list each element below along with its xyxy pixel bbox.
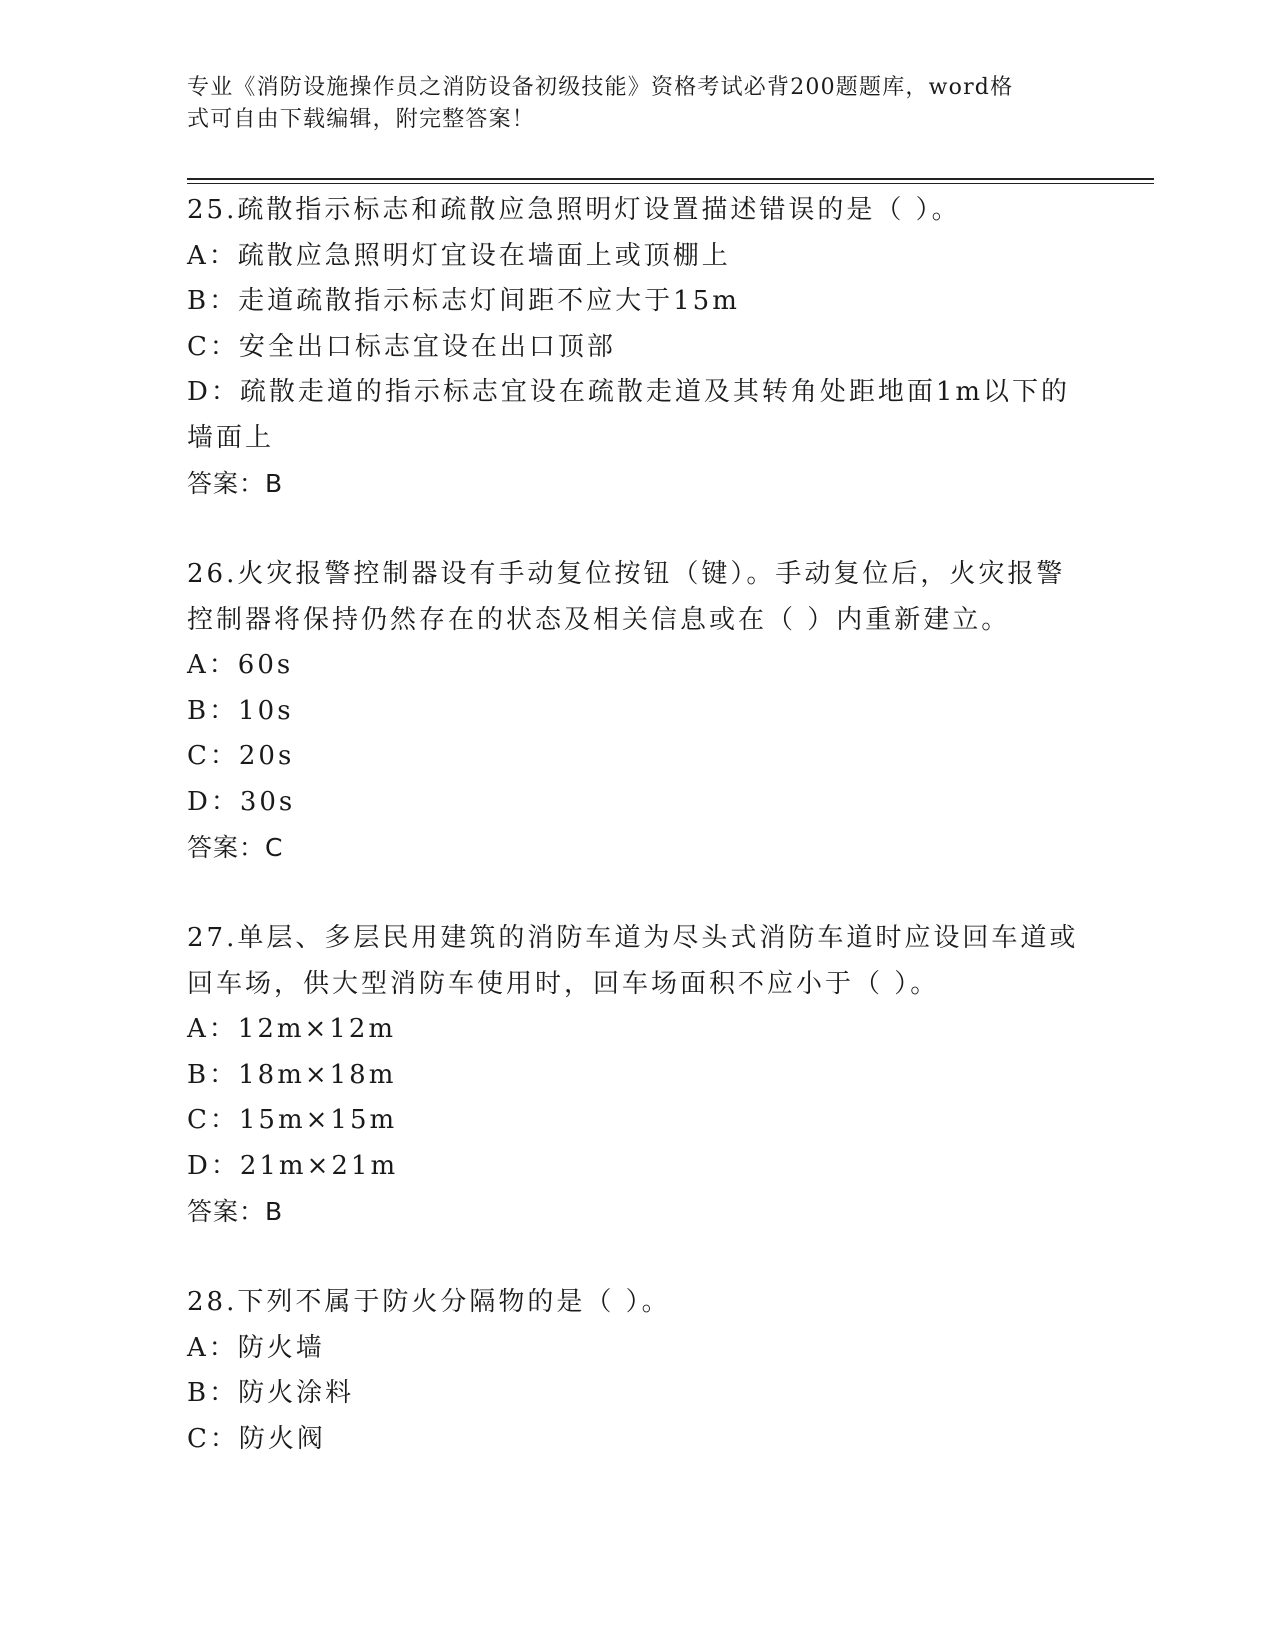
document-header (187, 72, 1067, 136)
question-block (187, 188, 1087, 507)
answer-option: A：疏散应急照明灯宜设在墙面上或顶棚上 (187, 240, 731, 271)
answer-key: 答案：B (187, 1197, 284, 1226)
question-spacer (187, 871, 1087, 917)
header-line-2: 式可自由下载编辑，附完整答案！ (187, 107, 536, 132)
answer-option: D：疏散走道的指示标志宜设在疏散走道及其转角处距地面1m以下的 (187, 377, 1071, 407)
question-stem-line: 28.下列不属于防火分隔物的是（ ）。 (187, 1287, 671, 1317)
header-divider-thick (187, 178, 1154, 180)
answer-option: B：10s (187, 695, 294, 726)
answer-option: C：15m×15m (187, 1105, 398, 1135)
answer-key: 答案：C (187, 833, 284, 862)
header-line-1: 专业《消防设施操作员之消防设备初级技能》资格考试必背200题题库，word格 (187, 75, 1014, 100)
answer-option: 墙面上 (187, 422, 275, 453)
question-list (187, 188, 1087, 1462)
question-block (187, 1280, 1087, 1462)
answer-option: A：12m×12m (187, 1014, 397, 1044)
answer-option: B：防火涂料 (187, 1378, 355, 1408)
answer-option: A：60s (187, 650, 294, 680)
header-divider-thin (187, 183, 1154, 184)
question-stem-line: 25.疏散指示标志和疏散应急照明灯设置描述错误的是（ ）。 (187, 195, 961, 225)
question-spacer (187, 1235, 1087, 1281)
answer-option: C：20s (187, 741, 295, 771)
answer-option: D：21m×21m (187, 1150, 399, 1181)
question-spacer (187, 507, 1087, 553)
answer-key: 答案：B (187, 469, 284, 498)
question-stem-line: 控制器将保持仍然存在的状态及相关信息或在（ ）内重新建立。 (187, 604, 1011, 635)
answer-option: C：安全出口标志宜设在出口顶部 (187, 331, 616, 362)
answer-option: B：18m×18m (187, 1059, 397, 1090)
answer-option: C：防火阀 (187, 1423, 326, 1454)
question-block (187, 552, 1087, 871)
question-stem-line: 27.单层、多层民用建筑的消防车道为尽头式消防车道时应设回车道或 (187, 923, 1079, 953)
question-block (187, 916, 1087, 1235)
answer-option: B：走道疏散指示标志灯间距不应大于15m (187, 286, 740, 316)
answer-option: D：30s (187, 786, 296, 817)
answer-option: A：防火墙 (187, 1332, 325, 1363)
question-stem-line: 回车场，供大型消防车使用时，回车场面积不应小于（ ）。 (187, 968, 940, 999)
question-stem-line: 26.火灾报警控制器设有手动复位按钮（键）。手动复位后，火灾报警 (187, 559, 1066, 589)
